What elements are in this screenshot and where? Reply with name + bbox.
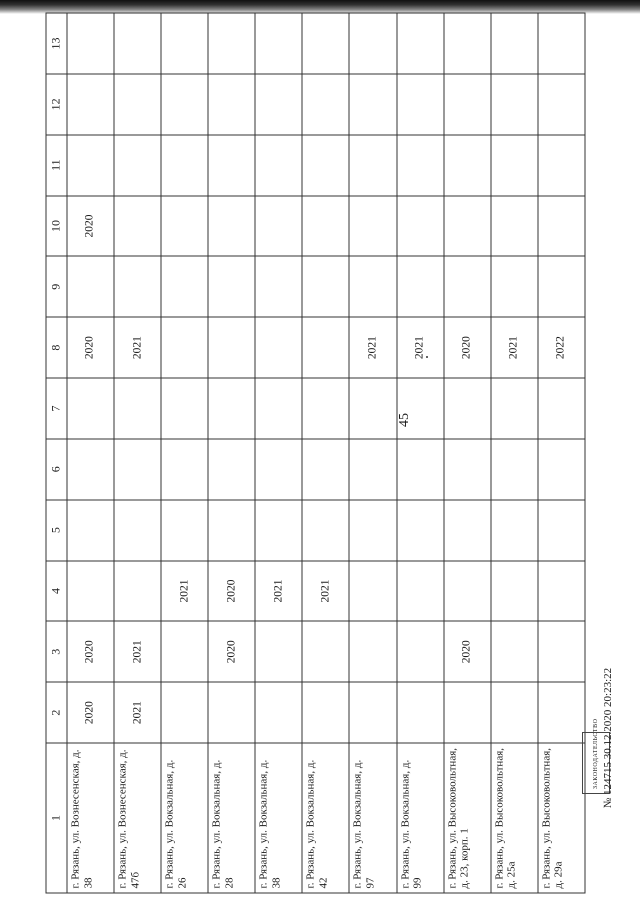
year-cell bbox=[302, 317, 349, 378]
year-cell bbox=[161, 499, 208, 560]
year-cell bbox=[537, 621, 584, 682]
column-header-7: 7 bbox=[46, 378, 67, 439]
year-cell bbox=[537, 73, 584, 134]
table-row bbox=[67, 13, 114, 893]
year-cell bbox=[67, 438, 114, 499]
year-cell bbox=[114, 378, 161, 439]
column-header-4: 4 bbox=[46, 560, 67, 621]
year-cell bbox=[349, 13, 396, 74]
year-cell bbox=[67, 560, 114, 621]
registration-stamp bbox=[596, 574, 620, 904]
year-cell: 2020 bbox=[208, 621, 255, 682]
year-cell bbox=[490, 13, 537, 74]
address-cell: г. Рязань, ул. Вознесенская, д. 47б bbox=[114, 743, 161, 893]
year-cell: 2022 bbox=[537, 317, 584, 378]
scan-speck bbox=[426, 356, 428, 358]
year-cell bbox=[114, 256, 161, 317]
address-cell: г. Рязань, ул. Вокзальная, д. 42 bbox=[302, 743, 349, 893]
table-row bbox=[161, 13, 208, 893]
year-cell bbox=[208, 317, 255, 378]
year-cell bbox=[302, 195, 349, 256]
year-cell bbox=[443, 560, 490, 621]
year-cell bbox=[537, 13, 584, 74]
year-cell bbox=[443, 682, 490, 743]
table-body bbox=[67, 13, 585, 893]
year-cell bbox=[302, 499, 349, 560]
table-row bbox=[255, 13, 302, 893]
year-cell bbox=[208, 378, 255, 439]
year-cell bbox=[537, 256, 584, 317]
year-cell bbox=[537, 378, 584, 439]
year-cell bbox=[396, 682, 443, 743]
year-cell bbox=[443, 378, 490, 439]
year-cell bbox=[302, 438, 349, 499]
year-cell bbox=[302, 256, 349, 317]
year-cell bbox=[537, 134, 584, 195]
year-cell bbox=[255, 499, 302, 560]
table-row bbox=[537, 13, 584, 893]
column-header-8: 8 bbox=[46, 317, 67, 378]
year-cell bbox=[302, 73, 349, 134]
column-header-5: 5 bbox=[46, 499, 67, 560]
column-header-9: 9 bbox=[46, 256, 67, 317]
year-cell: 2021 bbox=[349, 317, 396, 378]
year-cell bbox=[537, 499, 584, 560]
year-cell bbox=[490, 73, 537, 134]
year-cell bbox=[114, 560, 161, 621]
year-cell bbox=[490, 621, 537, 682]
year-cell bbox=[490, 256, 537, 317]
address-cell: г. Рязань, ул. Вокзальная, д. 99 bbox=[396, 743, 443, 893]
year-cell bbox=[349, 378, 396, 439]
year-cell bbox=[396, 134, 443, 195]
column-header-1: 1 bbox=[46, 743, 67, 893]
year-cell bbox=[490, 682, 537, 743]
column-header-11: 11 bbox=[46, 134, 67, 195]
year-cell bbox=[67, 256, 114, 317]
year-cell bbox=[67, 499, 114, 560]
year-cell bbox=[490, 499, 537, 560]
year-cell bbox=[208, 256, 255, 317]
year-cell bbox=[208, 73, 255, 134]
year-cell bbox=[396, 195, 443, 256]
column-header-12: 12 bbox=[46, 73, 67, 134]
year-cell: 2021 bbox=[114, 682, 161, 743]
year-cell bbox=[208, 13, 255, 74]
year-cell bbox=[396, 621, 443, 682]
year-cell bbox=[161, 134, 208, 195]
year-cell bbox=[537, 560, 584, 621]
year-cell bbox=[396, 560, 443, 621]
year-cell: 2020 bbox=[67, 195, 114, 256]
year-cell: 2021 bbox=[396, 317, 443, 378]
year-cell bbox=[349, 195, 396, 256]
year-cell bbox=[490, 195, 537, 256]
year-cell: 2020 bbox=[443, 317, 490, 378]
year-cell bbox=[302, 378, 349, 439]
column-header-10: 10 bbox=[46, 195, 67, 256]
year-cell: 2020 bbox=[208, 560, 255, 621]
year-cell bbox=[208, 682, 255, 743]
year-cell bbox=[396, 499, 443, 560]
year-cell bbox=[302, 621, 349, 682]
column-header-6: 6 bbox=[46, 438, 67, 499]
year-cell: 2021 bbox=[114, 621, 161, 682]
year-cell bbox=[114, 438, 161, 499]
column-header-2: 2 bbox=[46, 682, 67, 743]
year-cell bbox=[208, 438, 255, 499]
address-cell: г. Рязань, ул. Высоковольтная, д. 23, корп. 1 bbox=[443, 743, 490, 893]
table-row bbox=[302, 13, 349, 893]
column-header-13: 13 bbox=[46, 13, 67, 74]
year-cell bbox=[302, 134, 349, 195]
year-cell: 2020 bbox=[67, 621, 114, 682]
year-cell bbox=[443, 13, 490, 74]
table-row bbox=[114, 13, 161, 893]
year-cell bbox=[208, 499, 255, 560]
year-cell bbox=[161, 378, 208, 439]
year-cell bbox=[161, 682, 208, 743]
year-cell bbox=[537, 438, 584, 499]
address-cell: г. Рязань, ул. Высоковольтная, д. 29а bbox=[537, 743, 584, 893]
year-cell bbox=[255, 438, 302, 499]
address-cell: г. Рязань, ул. Вокзальная, д. 38 bbox=[255, 743, 302, 893]
year-cell bbox=[396, 13, 443, 74]
year-cell: 2021 bbox=[161, 560, 208, 621]
year-cell bbox=[114, 13, 161, 74]
page-number: 45 bbox=[397, 413, 412, 427]
year-cell bbox=[208, 134, 255, 195]
year-cell bbox=[255, 317, 302, 378]
year-cell bbox=[443, 195, 490, 256]
year-cell bbox=[537, 682, 584, 743]
address-cell: г. Рязань, ул. Высоковольтная, д. 25а bbox=[490, 743, 537, 893]
year-cell bbox=[443, 134, 490, 195]
year-cell bbox=[490, 378, 537, 439]
year-cell bbox=[537, 195, 584, 256]
year-cell bbox=[443, 438, 490, 499]
year-cell bbox=[114, 73, 161, 134]
year-cell: 2020 bbox=[67, 682, 114, 743]
year-cell bbox=[67, 13, 114, 74]
year-cell bbox=[349, 621, 396, 682]
address-cell: г. Рязань, ул. Вокзальная, д. 97 bbox=[349, 743, 396, 893]
year-cell bbox=[396, 73, 443, 134]
year-cell: 2020 bbox=[67, 317, 114, 378]
year-cell bbox=[302, 682, 349, 743]
year-cell bbox=[255, 73, 302, 134]
year-cell bbox=[255, 195, 302, 256]
year-cell bbox=[161, 73, 208, 134]
column-header-3: 3 bbox=[46, 621, 67, 682]
table-row bbox=[443, 13, 490, 893]
address-cell: г. Рязань, ул. Вознесенская, д. 38 bbox=[67, 743, 114, 893]
year-cell bbox=[443, 73, 490, 134]
year-cell bbox=[349, 682, 396, 743]
table-row bbox=[396, 13, 443, 893]
year-cell bbox=[114, 134, 161, 195]
year-cell bbox=[349, 499, 396, 560]
table-row bbox=[490, 13, 537, 893]
year-cell bbox=[67, 378, 114, 439]
year-cell bbox=[208, 195, 255, 256]
year-cell: 2021 bbox=[302, 560, 349, 621]
year-cell bbox=[161, 13, 208, 74]
year-cell bbox=[443, 499, 490, 560]
year-cell bbox=[255, 621, 302, 682]
address-cell: г. Рязань, ул. Вокзальная, д. 28 bbox=[208, 743, 255, 893]
year-cell bbox=[349, 438, 396, 499]
year-cell: 2020 bbox=[443, 621, 490, 682]
year-cell bbox=[161, 256, 208, 317]
year-cell bbox=[161, 195, 208, 256]
year-cell bbox=[349, 73, 396, 134]
year-cell bbox=[255, 134, 302, 195]
year-cell bbox=[396, 256, 443, 317]
year-cell bbox=[114, 195, 161, 256]
year-cell bbox=[349, 560, 396, 621]
year-cell bbox=[302, 13, 349, 74]
year-cell bbox=[255, 256, 302, 317]
year-cell bbox=[349, 134, 396, 195]
year-cell bbox=[161, 438, 208, 499]
year-cell bbox=[490, 134, 537, 195]
table-row bbox=[208, 13, 255, 893]
year-cell: 2021 bbox=[490, 317, 537, 378]
year-cell bbox=[67, 134, 114, 195]
schedule-table bbox=[45, 12, 585, 893]
header-row bbox=[46, 13, 67, 893]
year-cell bbox=[443, 256, 490, 317]
year-cell bbox=[396, 438, 443, 499]
year-cell bbox=[161, 621, 208, 682]
year-cell: 2021 bbox=[114, 317, 161, 378]
year-cell bbox=[490, 560, 537, 621]
year-cell bbox=[161, 317, 208, 378]
year-cell bbox=[349, 256, 396, 317]
year-cell: 2021 bbox=[255, 560, 302, 621]
year-cell bbox=[255, 378, 302, 439]
year-cell bbox=[67, 73, 114, 134]
schedule-table-area bbox=[45, 12, 585, 893]
year-cell bbox=[255, 682, 302, 743]
registration-text: № 124715 30.12.2020 20:23:22 bbox=[602, 667, 614, 809]
table-row bbox=[349, 13, 396, 893]
address-cell: г. Рязань, ул. Вокзальная, д. 26 bbox=[161, 743, 208, 893]
year-cell bbox=[490, 438, 537, 499]
year-cell bbox=[114, 499, 161, 560]
year-cell bbox=[255, 13, 302, 74]
emblem-label: ЗАКОНОДАТЕЛЬСТВО bbox=[593, 718, 599, 789]
